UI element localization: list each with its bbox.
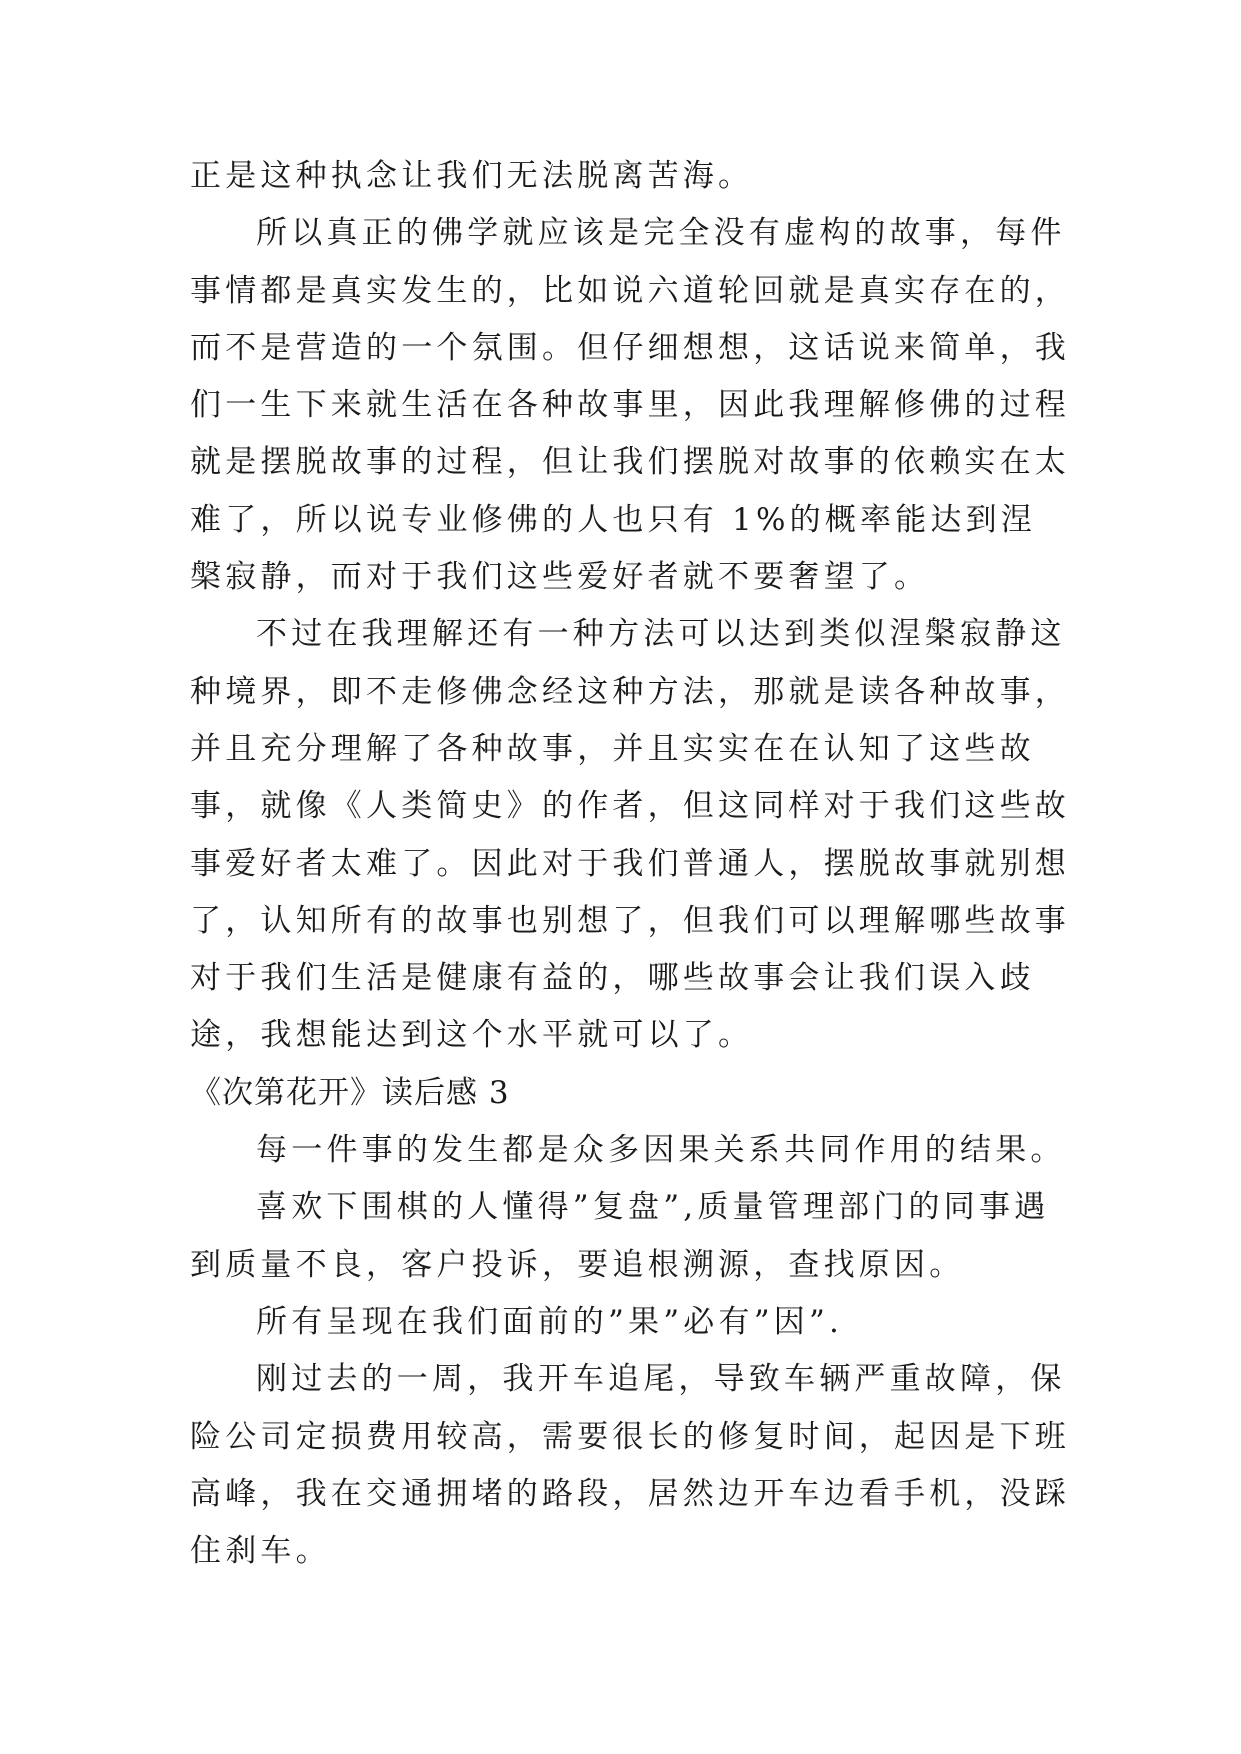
paragraph-4: 每一件事的发生都是众多因果关系共同作用的结果。 <box>256 1132 1066 1169</box>
paragraph-2: 所以真正的佛学就应该是完全没有虚构的故事，每件事情都是真实发生的，比如说六道轮回就是真实存在的，而不是营造的一个氛围。但仔细想想，这话说来简单，我们一生下来就生活在各种故事里，因此我理解修佛的过程就是摆脱故事的过程，但让我们摆脱对故事的依赖实在太难了，所以说专业修佛的人也只有 1%的概率能达到涅槃寂静，而对于我们这些爱好者就不要奢望了。 <box>190 215 1070 596</box>
paragraph-3: 不过在我理解还有一种方法可以达到类似涅槃寂静这种境界，即不走修佛念经这种方法，那就是读各种故事，并且充分理解了各种故事，并且实实在在认知了这些故事，就像《人类简史》的作者，但这同样对于我们这些故事爱好者太难了。因此对于我们普通人，摆脱故事就别想了，认知所有的故事也别想了，但我们可以理解哪些故事对于我们生活是健康有益的，哪些故事会让我们误入歧途，我想能达到这个水平就可以了。 <box>190 616 1070 1054</box>
paragraph-5: 喜欢下围棋的人懂得”复盘”,质量管理部门的同事遇到质量不良，客户投诉，要追根溯源，查找原因。 <box>190 1189 1050 1283</box>
section-heading: 《次第花开》读后感 3 <box>190 1074 510 1111</box>
paragraph-1: 正是这种执念让我们无法脱离苦海。 <box>190 158 754 194</box>
paragraph-7: 刚过去的一周，我开车追尾，导致车辆严重故障，保险公司定损费用较高，需要很长的修复时间，起因是下班高峰，我在交通拥堵的路段，居然边开车边看手机，没踩住刹车。 <box>190 1361 1070 1570</box>
document-body <box>190 148 1070 1580</box>
paragraph-6: 所有呈现在我们面前的”果”必有”因”. <box>256 1303 844 1340</box>
